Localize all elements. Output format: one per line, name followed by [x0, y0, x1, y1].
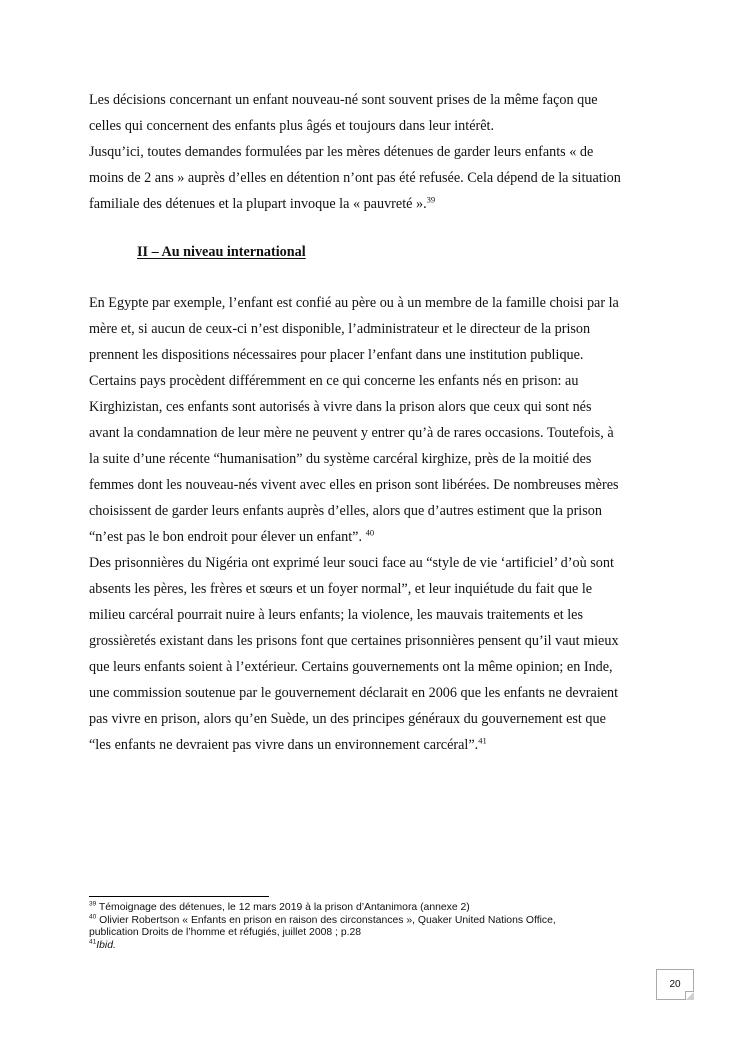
text-line: choisissent de garder leurs enfants auprès d’elles, alors que d’autres estiment que la prison: [89, 503, 602, 519]
text-line: moins de 2 ans » auprès d’elles en détention n’ont pas été refusée. Cela dépend de la situation: [89, 170, 621, 186]
footnote-41: $^{41}$Ibid.: [89, 938, 116, 951]
text-line: prennent les dispositions nécessaires pour placer l’enfant dans une institution publique.: [89, 347, 584, 363]
text-line: une commission soutenue par le gouvernement déclarait en 2006 que les enfants ne devraient: [89, 685, 619, 701]
text-line: pas vivre en prison, alors qu’en Suède, un des principes généraux du gouvernement est que: [89, 711, 606, 727]
footnote-40: $^{40}$ Olivier Robertson « Enfants en prison en raison des circonstances », Quaker United Nations Office, publication Droits de l’homme et réfugiés, juillet 2008 ; p.28: [89, 913, 556, 939]
text-line: En Egypte par exemple, l’enfant est confié au père ou à un membre de la famille choisi par la: [89, 295, 619, 311]
text-line: mère et, si aucun de ceux-ci n’est disponible, l’administrateur et le directeur de la prison: [89, 321, 591, 337]
footnote-ref-39[interactable]: 39: [426, 194, 436, 205]
footnote-39: $^{39}$ Témoignage des détenues, le 12 mars 2019 à la prison d’Antanimora (annexe 2): [89, 900, 470, 913]
page-number: [656, 969, 694, 1000]
text-line: celles qui concernent des enfants plus âgés et toujours dans leur intérêt.: [89, 118, 495, 134]
text-line: Les décisions concernant un enfant nouveau-né sont souvent prises de la même façon que: [89, 92, 598, 108]
text-line: familiale des détenues et la plupart invoque la « pauvreté ».$^{39}$: [89, 194, 436, 212]
footnote-separator: [89, 896, 269, 897]
text-line: “n’est pas le bon endroit pour élever un enfant”. $^{40}$: [89, 527, 375, 545]
text-line: “les enfants ne devraient pas vivre dans un environnement carcéral”.$^{41}$: [89, 735, 487, 753]
text-line: Kirghizistan, ces enfants sont autorisés à vivre dans la prison alors que ceux qui sont nés: [89, 399, 592, 415]
text-line: Certains pays procèdent différemment en ce qui concerne les enfants nés en prison: au: [89, 373, 579, 389]
footnote-ref-41[interactable]: 41: [478, 735, 487, 746]
text-line: que leurs enfants soient à l’extérieur. Certains gouvernements ont la même opinion; en Inde,: [89, 659, 613, 675]
text-line: la suite d’une récente “humanisation” du système carcéral kirghize, près de la moitié des: [89, 451, 592, 467]
text-line: absents les pères, les frères et sœurs et un foyer normal”, et leur inquiétude du fait que le: [89, 581, 593, 597]
paragraph-newborn-decisions: [89, 87, 655, 217]
text-line: femmes dont les nouveau-nés vivent avec elles en prison sont libérées. De nombreuses mères: [89, 477, 619, 493]
paragraph-international: [89, 290, 655, 758]
section-heading: II – Au niveau international: [137, 244, 306, 260]
text-line: Des prisonnières du Nigéria ont exprimé leur souci face au “style de vie ‘artificiel’ d’où sont: [89, 555, 614, 571]
text-line: grossièretés existant dans les prisons font que certaines prisonnières pensent qu’il vaut mieux: [89, 633, 619, 649]
footnote-ref-40[interactable]: 40: [365, 527, 375, 538]
text-line: avant la condamnation de leur mère ne peuvent y entrer qu’à de rares occasions. Toutefois, à: [89, 425, 614, 441]
footnotes: [89, 902, 649, 952]
page-curl-icon: [685, 991, 694, 1000]
text-line: Jusqu’ici, toutes demandes formulées par les mères détenues de garder leurs enfants « de: [89, 144, 594, 160]
text-line: milieu carcéral pourrait nuire à leurs enfants; la violence, les mauvais traitements et les: [89, 607, 583, 623]
page-number-label: 20: [669, 979, 681, 990]
